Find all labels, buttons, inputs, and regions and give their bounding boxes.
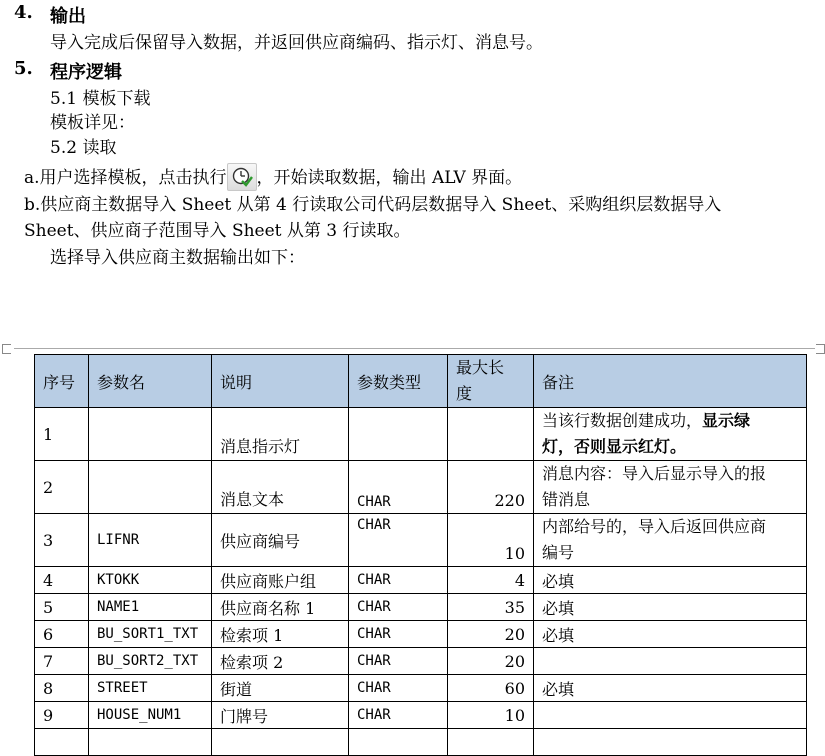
cell-param-name: STREET	[89, 675, 212, 702]
table-row	[35, 461, 807, 514]
cell-param-name	[89, 729, 212, 756]
cell-description: 检索项 1	[212, 621, 349, 648]
cell-seq: 5	[35, 594, 89, 621]
cell-max-length	[448, 408, 534, 461]
section-4-text: 导入完成后保留导入数据，并返回供应商编码、指示灯、消息号。	[50, 33, 543, 53]
cell-max-length	[448, 729, 534, 756]
header-seq: 序号	[35, 355, 89, 408]
cell-param-name: BU_SORT1_TXT	[89, 621, 212, 648]
cell-max-length: 20	[448, 648, 534, 675]
header-description: 说明	[212, 355, 349, 408]
output-intro: 选择导入供应商主数据输出如下：	[50, 248, 305, 268]
paragraph-b-line2: Sheet、供应商子范围导入 Sheet 从第 3 行读取。	[24, 221, 411, 241]
cell-seq: 1	[35, 408, 89, 461]
cell-param-type: CHAR	[349, 461, 448, 514]
cell-remark: 必填	[534, 621, 807, 648]
cell-param-type	[349, 729, 448, 756]
table-row	[35, 648, 807, 675]
execute-icon	[227, 163, 257, 191]
cell-param-name	[89, 461, 212, 514]
cell-seq: 4	[35, 567, 89, 594]
cell-param-type: CHAR	[349, 621, 448, 648]
cell-remark	[534, 648, 807, 675]
cell-max-length: 220	[448, 461, 534, 514]
header-max-length	[448, 355, 534, 408]
cell-description: 消息文本	[212, 461, 349, 514]
remark-line2: 错消息	[542, 490, 591, 509]
cell-remark	[534, 461, 807, 514]
cell-param-type: CHAR	[349, 702, 448, 729]
cell-param-type: CHAR	[349, 675, 448, 702]
cell-max-length: 10	[448, 514, 534, 567]
cell-seq: 3	[35, 514, 89, 567]
table-row	[35, 621, 807, 648]
table-row	[35, 675, 807, 702]
cell-max-length: 10	[448, 702, 534, 729]
section-4-number: 4.	[14, 2, 33, 23]
subsection-5-2: 5.2 读取	[50, 138, 117, 158]
cell-param-type: CHAR	[349, 594, 448, 621]
cell-max-length: 60	[448, 675, 534, 702]
table-row	[35, 702, 807, 729]
table-row	[35, 514, 807, 567]
remark-line2: 编号	[542, 543, 575, 562]
cell-param-type	[349, 408, 448, 461]
cell-description: 供应商编号	[212, 514, 349, 567]
cell-max-length: 4	[448, 567, 534, 594]
cell-description: 街道	[212, 675, 349, 702]
table-row-partial	[35, 729, 807, 756]
paragraph-a-after: ，开始读取数据，输出 ALV 界面。	[256, 168, 523, 188]
table-resize-handle-left[interactable]	[2, 344, 11, 354]
remark-bold-2: 灯，否则显示红灯。	[542, 437, 687, 456]
cell-max-length: 35	[448, 594, 534, 621]
table-row	[35, 594, 807, 621]
cell-remark	[534, 514, 807, 567]
header-param-type: 参数类型	[349, 355, 448, 408]
template-note: 模板详见：	[50, 113, 135, 133]
cell-seq: 6	[35, 621, 89, 648]
paragraph-b-line1: b.供应商主数据导入 Sheet 从第 4 行读取公司代码层数据导入 Sheet、采购组织层数据导入	[24, 195, 722, 215]
cell-max-length: 20	[448, 621, 534, 648]
cell-remark: 必填	[534, 675, 807, 702]
cell-param-name: NAME1	[89, 594, 212, 621]
cell-seq: 8	[35, 675, 89, 702]
remark-line1: 消息内容：导入后显示导入的报	[542, 464, 767, 483]
cell-remark	[534, 729, 807, 756]
remark-line1: 内部给号的，导入后返回供应商	[542, 517, 767, 536]
table-top-rule	[14, 348, 815, 349]
header-param-name: 参数名	[89, 355, 212, 408]
cell-remark	[534, 408, 807, 461]
cell-description: 供应商名称 1	[212, 594, 349, 621]
table-header-row	[35, 355, 807, 408]
cell-param-name: KTOKK	[89, 567, 212, 594]
cell-remark: 必填	[534, 594, 807, 621]
table-resize-handle-right[interactable]	[816, 344, 825, 354]
cell-param-type: CHAR	[349, 648, 448, 675]
cell-param-name	[89, 408, 212, 461]
cell-remark	[534, 702, 807, 729]
section-5-title: 程序逻辑	[50, 62, 122, 83]
cell-description: 供应商账户组	[212, 567, 349, 594]
cell-param-type: CHAR	[349, 567, 448, 594]
remark-bold-1: 显示绿	[702, 411, 751, 430]
cell-description: 检索项 2	[212, 648, 349, 675]
cell-description: 门牌号	[212, 702, 349, 729]
section-5-number: 5.	[14, 58, 33, 79]
cell-description	[212, 729, 349, 756]
subsection-5-1: 5.1 模板下载	[50, 89, 151, 109]
cell-seq	[35, 729, 89, 756]
parameter-table	[34, 354, 807, 756]
cell-param-name: BU_SORT2_TXT	[89, 648, 212, 675]
table-row	[35, 408, 807, 461]
paragraph-a	[24, 163, 522, 193]
cell-seq: 7	[35, 648, 89, 675]
paragraph-a-before: a.用户选择模板，点击执行	[24, 168, 227, 188]
header-remark: 备注	[534, 355, 807, 408]
remark-plain: 当该行数据创建成功，	[542, 411, 703, 430]
cell-param-name: HOUSE_NUM1	[89, 702, 212, 729]
cell-description: 消息指示灯	[212, 408, 349, 461]
cell-remark: 必填	[534, 567, 807, 594]
cell-param-name: LIFNR	[89, 514, 212, 567]
header-max-length-line2: 度	[456, 384, 473, 403]
table-row	[35, 567, 807, 594]
section-4-title: 输出	[50, 6, 86, 27]
cell-seq: 2	[35, 461, 89, 514]
header-max-length-line1: 最大长	[456, 358, 505, 377]
cell-param-type: CHAR	[349, 514, 448, 567]
cell-seq: 9	[35, 702, 89, 729]
